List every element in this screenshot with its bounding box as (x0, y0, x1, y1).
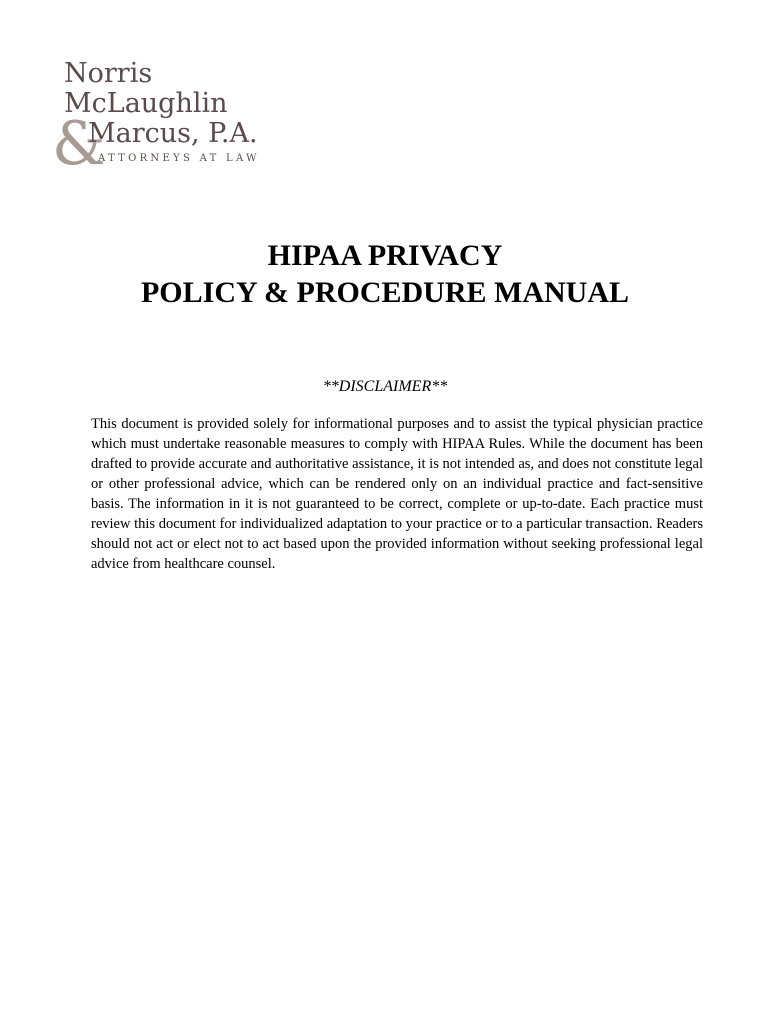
document-title-line-2: POLICY & PROCEDURE MANUAL (140, 276, 630, 309)
firm-logo (52, 56, 292, 179)
logo-ampersand: & (52, 109, 106, 179)
disclaimer-heading: **DISCLAIMER** (322, 378, 448, 395)
logo-tagline: ATTORNEYS AT LAW (98, 153, 260, 164)
logo-name-mclaughlin: McLaughlin (64, 88, 228, 119)
logo-name-norris: Norris (64, 58, 153, 89)
document-title-line-1: HIPAA PRIVACY (267, 239, 503, 272)
disclaimer-body: This document is provided solely for informational purposes and to assist the typical physician practice which must undertake reasonable measures to comply with HIPAA Rules. While the document has been drafted to provide accurate and authoritative assistance, it is not intended as, and does not constitute legal or other professional advice, which can be rendered only on an individual practice and fact-sensitive basis. The information in it is not guaranteed to be correct, complete or up-to-date. Each practice must review this document for individualized adaptation to your practice or to a particular transaction. Readers should not act or elect not to act based upon the provided information without seeking professional legal advice from healthcare counsel. (91, 416, 703, 572)
logo-name-marcus: Marcus, P.A. (88, 118, 258, 149)
